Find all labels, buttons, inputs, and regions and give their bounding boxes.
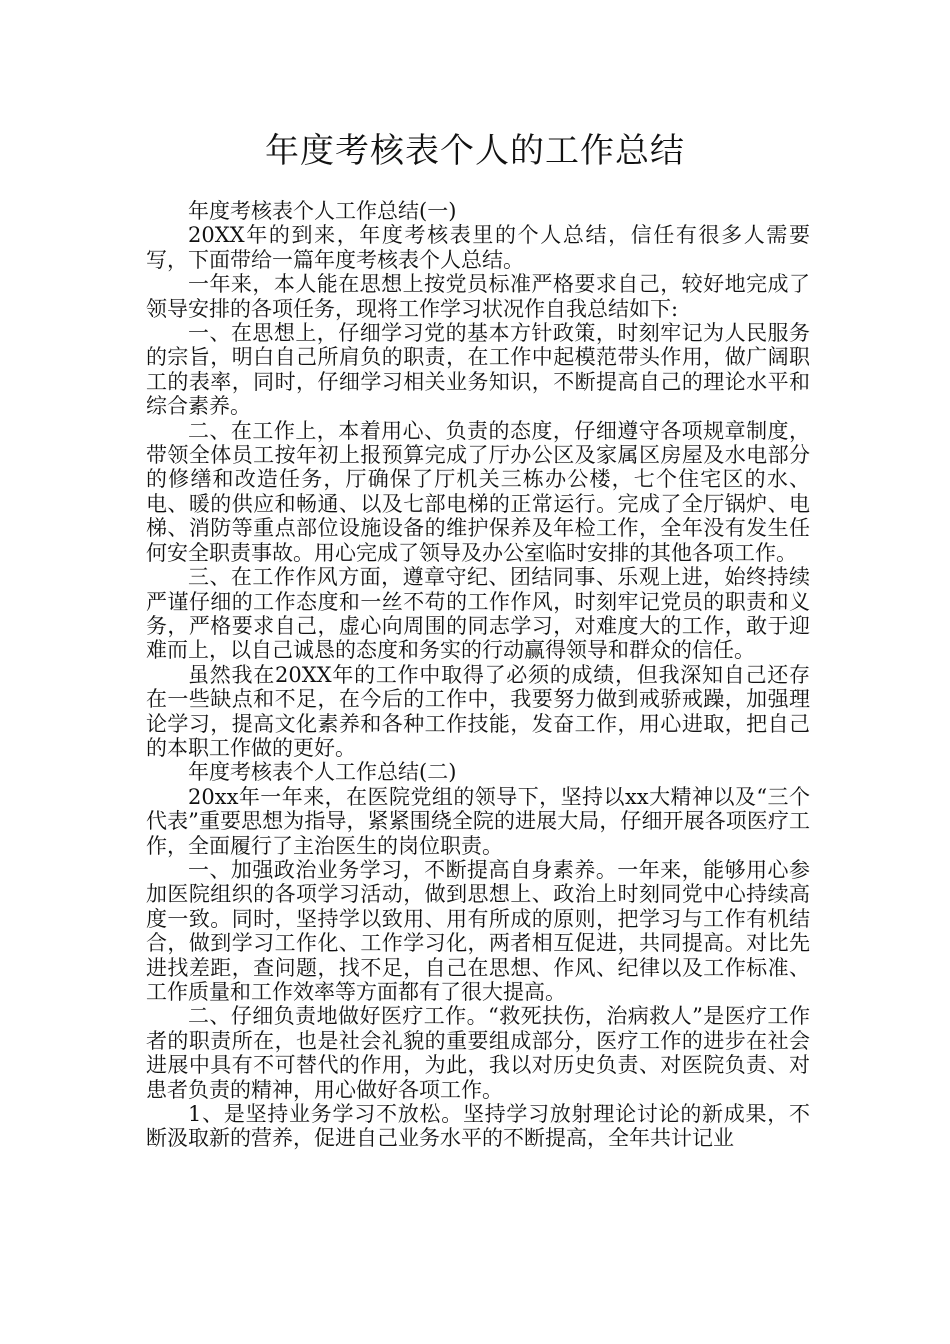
paragraph: 二、仔细负责地做好医疗工作。“救死扶伤，治病救人”是医疗工作者的职责所在，也是社会礼貌的重要组成部分，医疗工作的进步在社会进展中具有不可替代的作用，为此，我以对历史负责、对医院负责、对患者负责的精神，用心做好各项工作。 bbox=[146, 1004, 810, 1102]
document-title: 年度考核表个人的工作总结 bbox=[265, 131, 685, 171]
paragraph: 二、在工作上，本着用心、负责的态度，仔细遵守各项规章制度，带领全体员工按年初上报预算完成了厅办公区及家属区房屋及水电部分的修缮和改造任务，厅确保了厅机关三栋办公楼，七个住宅区的水、电、暖的供应和畅通、以及七部电梯的正常运行。完成了全厅锅炉、电梯、消防等重点部位设施设备的维护保养及年检工作，全年没有发生任何安全职责事故。用心完成了领导及办公室临时安排的其他各项工作。 bbox=[146, 418, 810, 565]
paragraph: 虽然我在20XX年的工作中取得了必须的成绩，但我深知自己还存在一些缺点和不足，在今后的工作中，我要努力做到戒骄戒躁，加强理论学习，提高文化素养和各种工作技能，发奋工作，用心进取，把自己的本职工作做的更好。 bbox=[146, 662, 810, 760]
document-body bbox=[146, 199, 810, 1151]
paragraph: 一、在思想上，仔细学习党的基本方针政策，时刻牢记为人民服务的宗旨，明白自己所肩负的职责，在工作中起模范带头作用，做广阔职工的表率，同时，仔细学习相关业务知识，不断提高自己的理论水平和综合素养。 bbox=[146, 321, 810, 419]
paragraph: 三、在工作作风方面，遵章守纪、团结同事、乐观上进，始终持续严谨仔细的工作态度和一丝不苟的工作作风，时刻牢记党员的职责和义务，严格要求自己，虚心向周围的同志学习，对难度大的工作，敢于迎难而上，以自己诚恳的态度和务实的行动赢得领导和群众的信任。 bbox=[146, 565, 810, 663]
paragraph: 20xx年一年来，在医院党组的领导下，坚持以xx大精神以及“三个代表”重要思想为指导，紧紧围绕全院的进展大局，仔细开展各项医疗工作，全面履行了主治医生的岗位职责。 bbox=[146, 784, 810, 858]
paragraph: 20XX年的到来，年度考核表里的个人总结，信任有很多人需要写，下面带给一篇年度考核表个人总结。 bbox=[146, 223, 810, 272]
section-heading-1: 年度考核表个人工作总结(一) bbox=[188, 199, 457, 223]
paragraph: 一年来，本人能在思想上按党员标准严格要求自己，较好地完成了领导安排的各项任务，现将工作学习状况作自我总结如下: bbox=[146, 272, 810, 321]
paragraph: 1、是坚持业务学习不放松。坚持学习放射理论讨论的新成果，不断汲取新的营养，促进自己业务水平的不断提高，全年共计记业 bbox=[146, 1102, 810, 1151]
paragraph: 一、加强政治业务学习，不断提高自身素养。一年来，能够用心参加医院组织的各项学习活动，做到思想上、政治上时刻同党中心持续高度一致。同时，坚持学以致用、用有所成的原则，把学习与工作有机结合，做到学习工作化、工作学习化，两者相互促进，共同提高。对比先进找差距，查问题，找不足，自己在思想、作风、纪律以及工作标准、工作质量和工作效率等方面都有了很大提高。 bbox=[146, 857, 810, 1004]
section-heading-2: 年度考核表个人工作总结(二) bbox=[188, 760, 457, 785]
